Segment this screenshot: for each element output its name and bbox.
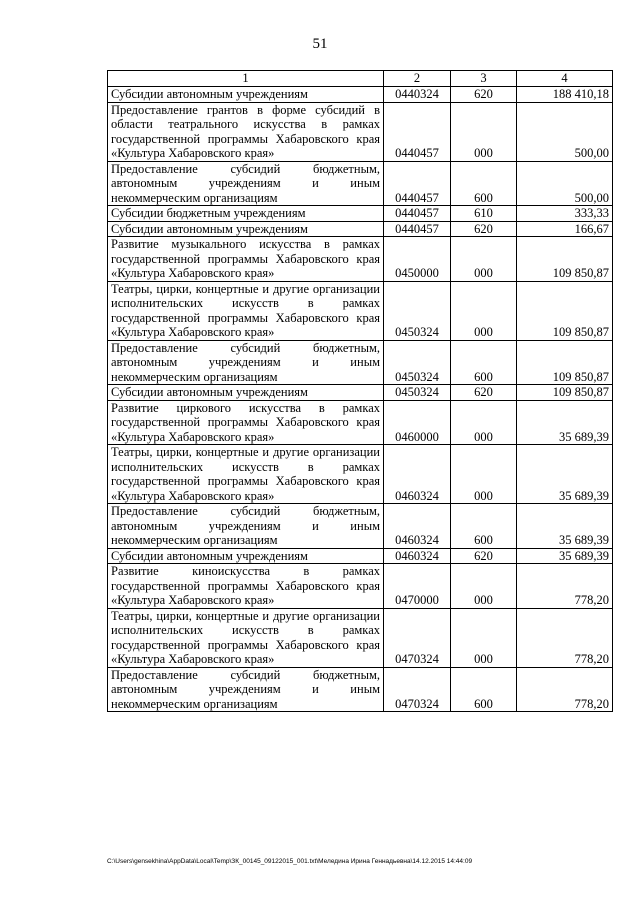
- row-type-cell: 000: [451, 281, 517, 340]
- table-row: [108, 385, 613, 401]
- row-amount-cell: 778,20: [517, 608, 613, 667]
- row-amount-cell: 35 689,39: [517, 445, 613, 504]
- column-header: 2: [384, 71, 451, 87]
- column-header: 3: [451, 71, 517, 87]
- row-type-cell: 000: [451, 564, 517, 609]
- row-amount-cell: 188 410,18: [517, 87, 613, 103]
- row-name-cell: Субсидии автономным учреждениям: [108, 548, 384, 564]
- table-row: [108, 564, 613, 609]
- row-type-cell: 620: [451, 548, 517, 564]
- footer-file-path: C:\Users\gensekhina\AppData\Local\Temp\ЗК_00145_09122015_001.txt\Меледина Ирина Геннадьевна\14.12.2015 14:44:09: [107, 858, 473, 865]
- row-amount-cell: 35 689,39: [517, 504, 613, 549]
- row-name-cell: Субсидии автономным учреждениям: [108, 221, 384, 237]
- column-header: 4: [517, 71, 613, 87]
- table-header-row: [108, 71, 613, 87]
- row-amount-cell: 778,20: [517, 564, 613, 609]
- page-number: 51: [312, 36, 328, 52]
- row-code-cell: 0440324: [384, 87, 451, 103]
- column-header: 1: [108, 71, 384, 87]
- row-type-cell: 000: [451, 237, 517, 282]
- row-name-cell: Субсидии автономным учреждениям: [108, 87, 384, 103]
- row-code-cell: 0460324: [384, 504, 451, 549]
- row-amount-cell: 35 689,39: [517, 548, 613, 564]
- row-type-cell: 620: [451, 385, 517, 401]
- table-row: [108, 667, 613, 712]
- row-code-cell: 0470324: [384, 608, 451, 667]
- row-code-cell: 0460324: [384, 445, 451, 504]
- row-name-cell: Субсидии бюджетным учреждениям: [108, 206, 384, 222]
- row-type-cell: 600: [451, 504, 517, 549]
- row-code-cell: 0450324: [384, 385, 451, 401]
- row-code-cell: 0450324: [384, 281, 451, 340]
- row-name-cell: Развитие музыкального искусства в рамках государственной программы Хабаровского края «Культура Хабаровского края»: [108, 237, 384, 282]
- row-name-cell: Предоставление субсидий бюджетным, автономным учреждениям и иным некоммерческим организациям: [108, 504, 384, 549]
- table-row: [108, 161, 613, 206]
- row-name-cell: Развитие циркового искусства в рамках государственной программы Хабаровского края «Культура Хабаровского края»: [108, 400, 384, 445]
- row-amount-cell: 109 850,87: [517, 385, 613, 401]
- row-amount-cell: 109 850,87: [517, 340, 613, 385]
- row-amount-cell: 109 850,87: [517, 237, 613, 282]
- row-amount-cell: 35 689,39: [517, 400, 613, 445]
- row-type-cell: 000: [451, 400, 517, 445]
- row-code-cell: 0460000: [384, 400, 451, 445]
- row-amount-cell: 333,33: [517, 206, 613, 222]
- table-row: [108, 102, 613, 161]
- table-row: [108, 504, 613, 549]
- row-name-cell: Театры, цирки, концертные и другие организации исполнительских искусств в рамках государственной программы Хабаровского края «Культура Хабаровского края»: [108, 608, 384, 667]
- table-row: [108, 206, 613, 222]
- table-row: [108, 237, 613, 282]
- row-code-cell: 0440457: [384, 206, 451, 222]
- row-type-cell: 000: [451, 608, 517, 667]
- row-code-cell: 0470000: [384, 564, 451, 609]
- row-amount-cell: 778,20: [517, 667, 613, 712]
- row-name-cell: Театры, цирки, концертные и другие организации исполнительских искусств в рамках государственной программы Хабаровского края «Культура Хабаровского края»: [108, 281, 384, 340]
- row-type-cell: 600: [451, 667, 517, 712]
- row-name-cell: Предоставление субсидий бюджетным, автономным учреждениям и иным некоммерческим организациям: [108, 340, 384, 385]
- row-code-cell: 0450324: [384, 340, 451, 385]
- row-name-cell: Предоставление субсидий бюджетным, автономным учреждениям и иным некоммерческим организациям: [108, 667, 384, 712]
- table-row: [108, 400, 613, 445]
- row-name-cell: Театры, цирки, концертные и другие организации исполнительских искусств в рамках государственной программы Хабаровского края «Культура Хабаровского края»: [108, 445, 384, 504]
- row-name-cell: Развитие киноискусства в рамках государственной программы Хабаровского края «Культура Хабаровского края»: [108, 564, 384, 609]
- row-type-cell: 600: [451, 161, 517, 206]
- budget-table: [107, 70, 613, 712]
- row-code-cell: 0450000: [384, 237, 451, 282]
- table-row: [108, 281, 613, 340]
- row-amount-cell: 166,67: [517, 221, 613, 237]
- row-code-cell: 0460324: [384, 548, 451, 564]
- row-type-cell: 620: [451, 87, 517, 103]
- table-row: [108, 548, 613, 564]
- row-type-cell: 610: [451, 206, 517, 222]
- table-row: [108, 608, 613, 667]
- row-type-cell: 600: [451, 340, 517, 385]
- row-amount-cell: 500,00: [517, 102, 613, 161]
- row-code-cell: 0440457: [384, 102, 451, 161]
- table-row: [108, 445, 613, 504]
- row-name-cell: Предоставление грантов в форме субсидий в области театрального искусства в рамках государственной программы Хабаровского края «Культура Хабаровского края»: [108, 102, 384, 161]
- table-row: [108, 87, 613, 103]
- row-type-cell: 620: [451, 221, 517, 237]
- row-name-cell: Субсидии автономным учреждениям: [108, 385, 384, 401]
- table-row: [108, 221, 613, 237]
- row-code-cell: 0470324: [384, 667, 451, 712]
- row-amount-cell: 109 850,87: [517, 281, 613, 340]
- row-code-cell: 0440457: [384, 161, 451, 206]
- table-row: [108, 340, 613, 385]
- row-type-cell: 000: [451, 102, 517, 161]
- row-name-cell: Предоставление субсидий бюджетным, автономным учреждениям и иным некоммерческим организациям: [108, 161, 384, 206]
- row-code-cell: 0440457: [384, 221, 451, 237]
- row-amount-cell: 500,00: [517, 161, 613, 206]
- row-type-cell: 000: [451, 445, 517, 504]
